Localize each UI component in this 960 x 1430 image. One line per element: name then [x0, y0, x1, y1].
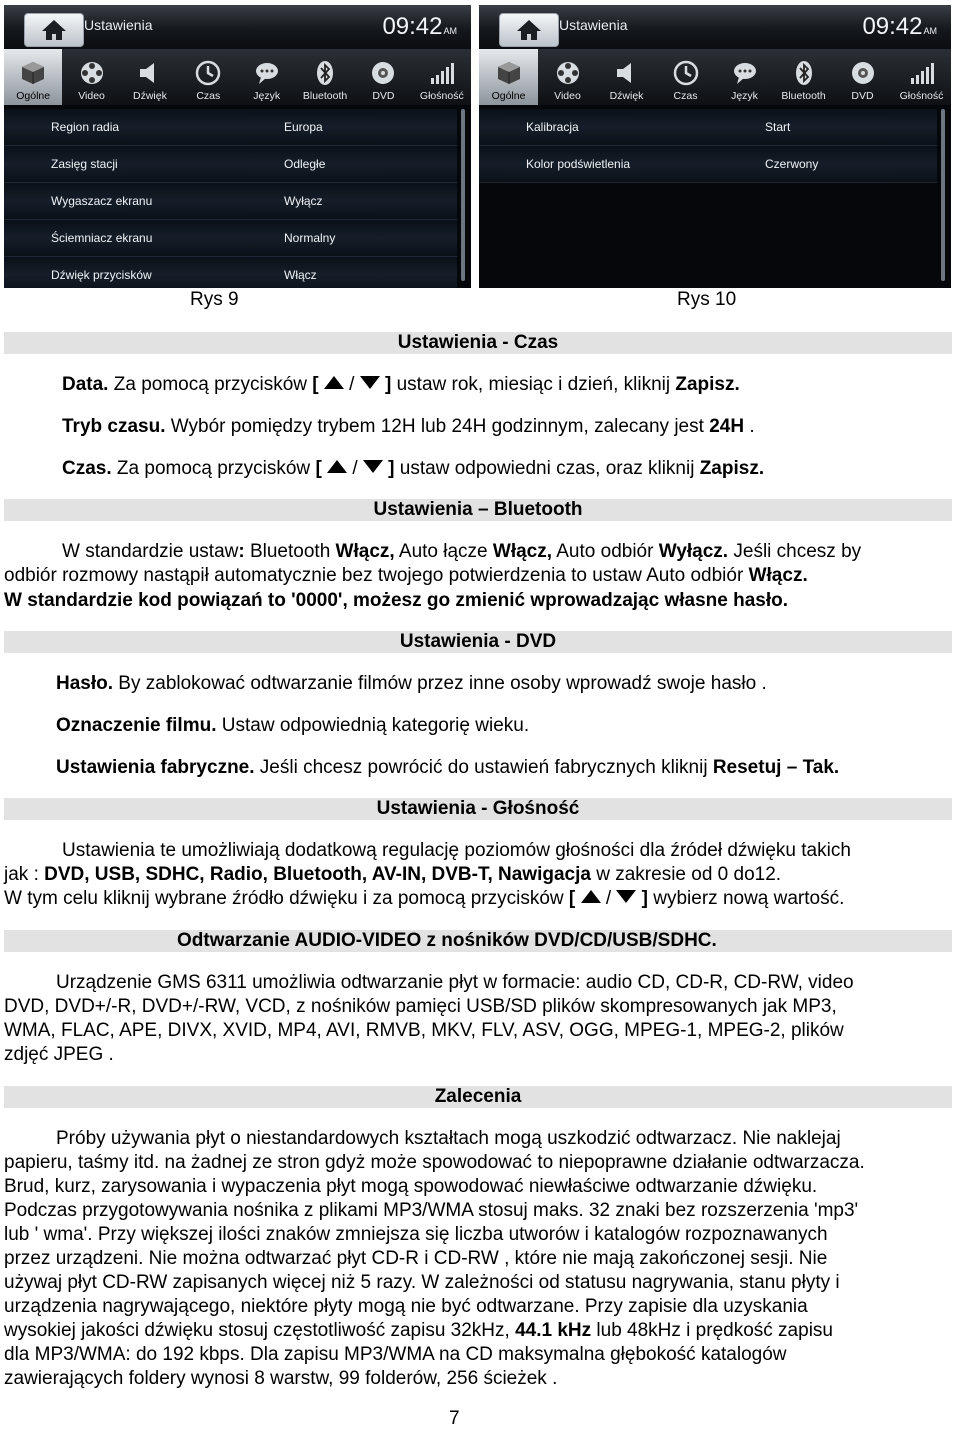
tab-general[interactable]: Ogólne — [479, 49, 538, 105]
film-reel-icon — [79, 60, 105, 86]
paragraph-line: Brud, kurz, zarysowania i wypaczenia płyt mogą spowodować niewłaściwe odtwarzanie dźwięku. — [4, 1176, 818, 1197]
paragraph-line: Ustawienia te umożliwiają dodatkową regulację poziomów głośności dla źródeł dźwięku takich — [62, 840, 851, 861]
figure-caption: Rys 9 — [190, 289, 239, 310]
speech-bubble-icon — [732, 60, 758, 86]
screenshot-rys9 — [4, 5, 471, 288]
paragraph-haslo: Hasło. By zablokować odtwarzanie filmów przez inne osoby wprowadź swoje hasło . — [56, 673, 767, 694]
tab-sound[interactable]: Dźwięk — [597, 49, 656, 105]
volume-bars-icon — [429, 60, 455, 86]
film-reel-icon — [555, 60, 581, 86]
clock: 09:42AM — [862, 13, 937, 40]
tab-bluetooth[interactable]: Bluetooth — [296, 49, 354, 105]
tab-dvd[interactable]: DVD — [354, 49, 412, 105]
arrow-down-icon — [363, 460, 383, 473]
clock-icon — [195, 60, 221, 86]
volume-bars-icon — [909, 60, 935, 86]
paragraph-line: odbiór rozmowy nastąpił automatycznie bez twojego potwierdzenia to ustaw Auto odbiór Włącz. — [4, 565, 808, 586]
paragraph-line: używaj płyt CD-RW zapisanych więcej niż 5 razy. W zależności od statusu nagrywania, stanu płyty i — [4, 1272, 840, 1293]
paragraph-line: Próby używania płyt o niestandardowych kształtach mogą uszkodzić odtwarzacz. Nie naklejaj — [56, 1128, 841, 1149]
arrow-down-icon — [360, 376, 380, 389]
tab-video[interactable]: Video — [62, 49, 120, 105]
settings-list — [4, 109, 457, 288]
arrow-up-icon — [324, 376, 344, 389]
screenshot-rys10 — [479, 5, 951, 288]
home-icon — [41, 19, 67, 41]
bluetooth-icon — [791, 60, 817, 86]
tab-bluetooth[interactable]: Bluetooth — [774, 49, 833, 105]
paragraph-line: W tym celu kliknij wybrane źródło dźwięku i za pomocą przycisków [ / ] wybierz nową wartość. — [4, 888, 845, 909]
tab-video[interactable]: Video — [538, 49, 597, 105]
speech-bubble-icon — [254, 60, 280, 86]
paragraph-line: Podczas przygotowywania nośnika z plikami MP3/WMA stosuj maks. 32 znaki bez rozszerzenia 'mp3' — [4, 1200, 859, 1221]
section-heading: Odtwarzanie AUDIO-VIDEO z nośników DVD/CD/USB/SDHC. — [4, 930, 952, 952]
paragraph-line: W standardzie kod powiązań to '0000', możesz go zmienić wprowadzając własne hasło. — [4, 590, 789, 611]
tab-language[interactable]: Język — [715, 49, 774, 105]
speaker-icon — [137, 60, 163, 86]
cube-icon — [496, 60, 522, 86]
paragraph-line: przez urządzeni. Nie można odtwarzać płyt CD-R i CD-RW , które nie mają zakończonej sesji. Nie — [4, 1248, 828, 1269]
section-heading: Ustawienia - Głośność — [4, 798, 952, 820]
tab-general[interactable]: Ogólne — [4, 49, 62, 105]
arrow-down-icon — [616, 890, 636, 903]
setting-row[interactable]: Dźwięk przycisków Włącz — [4, 257, 457, 288]
paragraph-line: wysokiej jakości dźwięku stosuj częstotliwość zapisu 32kHz, 44.1 kHz lub 48kHz i prędkość zapisu — [4, 1320, 833, 1341]
top-bar — [4, 5, 471, 49]
paragraph-line: zdjęć JPEG . — [4, 1044, 114, 1065]
top-bar — [479, 5, 951, 49]
paragraph-line: WMA, FLAC, APE, DIVX, XVID, MP4, AVI, RMVB, MKV, FLV, ASV, OGG, MPEG-1, MPEG-2, plików — [4, 1020, 844, 1041]
setting-row[interactable]: Kolor podświetlenia Czerwony — [479, 146, 937, 183]
setting-row[interactable]: Kalibracja Start — [479, 109, 937, 146]
screen-title: Ustawienia — [84, 17, 153, 33]
setting-row[interactable]: Region radia Europa — [4, 109, 457, 146]
paragraph-line: lub ' wma'. Przy większej ilości znaków zmniejsza się liczba utworów i katalogów rozpoznawanych — [4, 1224, 828, 1245]
tab-sound[interactable]: Dźwięk — [121, 49, 179, 105]
arrow-up-icon — [327, 460, 347, 473]
paragraph-line: zawierających foldery wynosi 8 warstw, 99 folderów, 256 ścieżek . — [4, 1368, 558, 1389]
figure-caption: Rys 10 — [677, 289, 737, 310]
page-number: 7 — [449, 1408, 460, 1429]
section-heading: Ustawienia - Czas — [4, 332, 952, 354]
section-heading: Ustawienia - DVD — [4, 631, 952, 653]
paragraph-line: dla MP3/WMA: do 192 kbps. Dla zapisu MP3/WMA na CD maksymalna głębokość katalogów — [4, 1344, 787, 1365]
setting-row[interactable]: Ściemniacz ekranu Normalny — [4, 220, 457, 257]
home-icon — [516, 19, 542, 41]
paragraph-data: Data. Za pomocą przycisków [ / ] ustaw rok, miesiąc i dzień, kliknij Zapisz. — [62, 374, 740, 395]
settings-tab-bar — [4, 49, 471, 105]
setting-row[interactable]: Zasięg stacji Odległe — [4, 146, 457, 183]
section-heading: Zalecenia — [4, 1086, 952, 1108]
tab-dvd[interactable]: DVD — [833, 49, 892, 105]
clock-icon — [673, 60, 699, 86]
paragraph-line: DVD, DVD+/-R, DVD+/-RW, VCD, z nośników pamięci USB/SD plików skompresowanych jak MP3, — [4, 996, 837, 1017]
paragraph-line: papieru, taśmy itd. na żadnej ze stron gdyż może spowodować to niepoprawne działanie odtwarzacza. — [4, 1152, 865, 1173]
tab-volume[interactable]: Głośność — [413, 49, 471, 105]
paragraph-line: Urządzenie GMS 6311 umożliwia odtwarzanie płyt w formacie: audio CD, CD-R, CD-RW, video — [56, 972, 854, 993]
arrow-up-icon — [581, 890, 601, 903]
bluetooth-icon — [312, 60, 338, 86]
settings-tab-bar — [479, 49, 951, 105]
cube-icon — [20, 60, 46, 86]
section-heading: Ustawienia – Bluetooth — [4, 499, 952, 521]
paragraph-oznaczenie: Oznaczenie filmu. Ustaw odpowiednią kategorię wieku. — [56, 715, 530, 736]
screen-title: Ustawienia — [559, 17, 628, 33]
paragraph-line: W standardzie ustaw: Bluetooth Włącz, Auto łącze Włącz, Auto odbiór Wyłącz. Jeśli chcesz by — [62, 541, 862, 562]
settings-list — [479, 109, 937, 183]
tab-time[interactable]: Czas — [656, 49, 715, 105]
paragraph-line: jak : DVD, USB, SDHC, Radio, Bluetooth, AV-IN, DVB-T, Nawigacja w zakresie od 0 do12. — [4, 864, 782, 885]
speaker-icon — [614, 60, 640, 86]
disc-icon — [850, 60, 876, 86]
home-button[interactable] — [499, 13, 559, 47]
scrollbar[interactable] — [941, 109, 945, 281]
setting-row[interactable]: Wygaszacz ekranu Wyłącz — [4, 183, 457, 220]
tab-time[interactable]: Czas — [179, 49, 237, 105]
tab-volume[interactable]: Głośność — [892, 49, 951, 105]
paragraph-fabryczne: Ustawienia fabryczne. Jeśli chcesz powrócić do ustawień fabrycznych kliknij Resetuj – Tak. — [56, 757, 840, 778]
paragraph-tryb: Tryb czasu. Wybór pomiędzy trybem 12H lub 24H godzinnym, zalecany jest 24H . — [62, 416, 755, 437]
tab-language[interactable]: Język — [238, 49, 296, 105]
home-button[interactable] — [24, 13, 84, 47]
paragraph-line: urządzenia nagrywającego, niektóre płyty mogą nie być odtwarzane. Przy zapisie dla uzyskania — [4, 1296, 808, 1317]
scrollbar[interactable] — [461, 109, 465, 281]
paragraph-czas: Czas. Za pomocą przycisków [ / ] ustaw odpowiedni czas, oraz kliknij Zapisz. — [62, 458, 765, 479]
clock: 09:42AM — [382, 13, 457, 40]
disc-icon — [370, 60, 396, 86]
